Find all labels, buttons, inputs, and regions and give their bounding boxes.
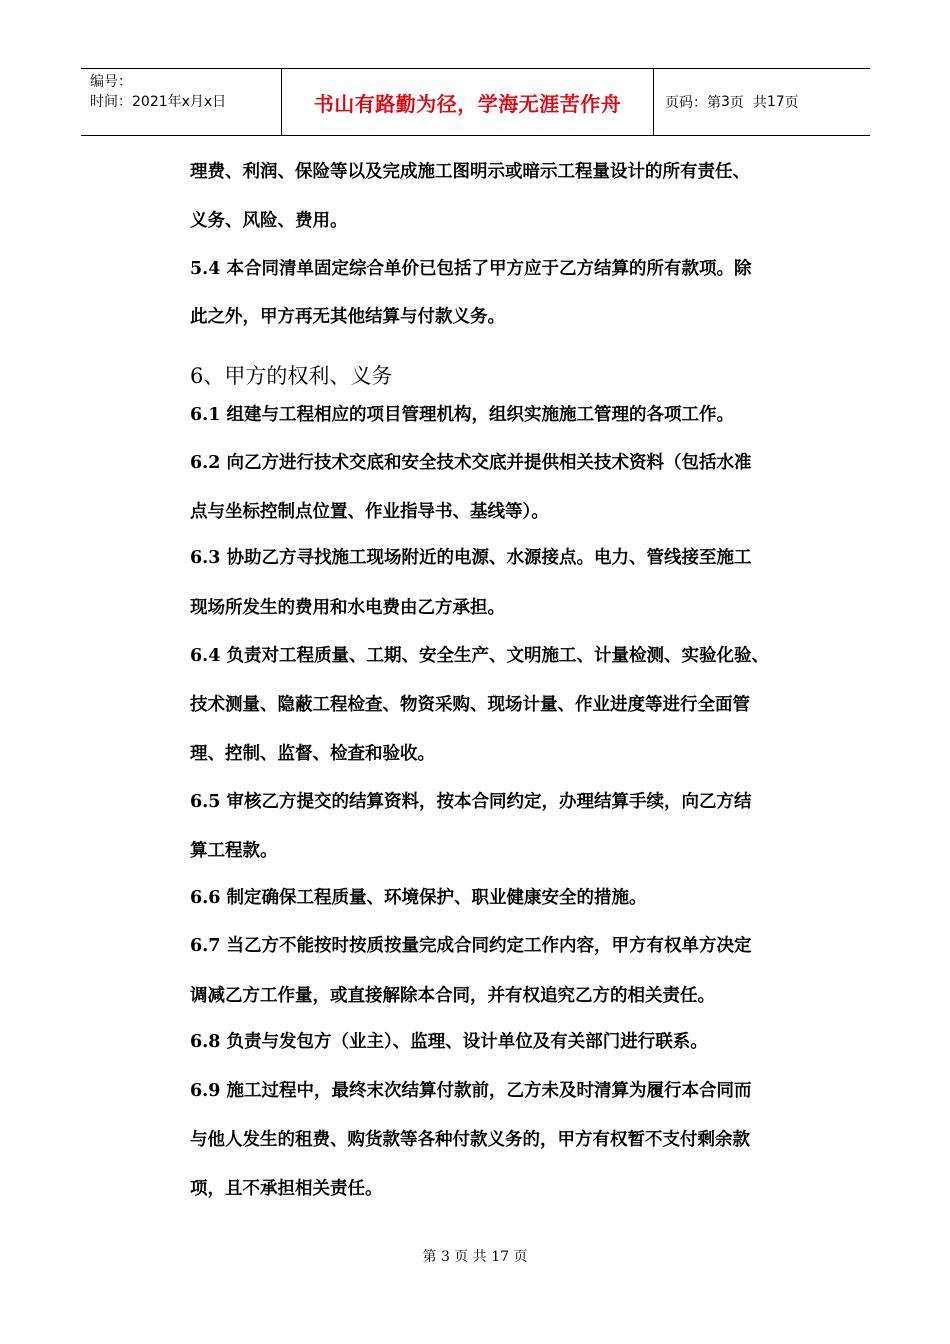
body-line: 项，且不承担相关责任。 <box>190 1179 383 1199</box>
clause-6-5: 6.5 审核乙方提交的结算资料，按本合同约定，办理结算手续，向乙方结 <box>190 792 752 812</box>
body-line: 义务、风险、费用。 <box>190 211 348 231</box>
header-page-info <box>654 69 870 135</box>
body-line: 与他人发生的租费、购货款等各种付款义务的，甲方有权暂不支付剩余款 <box>190 1130 750 1150</box>
header-meta <box>81 69 282 135</box>
body-line: 技术测量、隐蔽工程检查、物资采购、现场计量、作业进度等进行全面管 <box>190 695 750 715</box>
clause-6-3: 6.3 协助乙方寻找施工现场附近的电源、水源接点。电力、管线接至施工 <box>190 548 752 568</box>
page-prefix: 页码：第 <box>665 95 721 111</box>
section-heading-6: 6、甲方的权利、义务 <box>190 364 393 388</box>
body-line: 理费、利润、保险等以及完成施工图明示或暗示工程量设计的所有责任、 <box>190 162 750 182</box>
document-number-label: 编号： <box>90 74 132 90</box>
page-current: 3 <box>721 94 730 110</box>
clause-6-4: 6.4 负责对工程质量、工期、安全生产、文明施工、计量检测、实验化验、 <box>190 646 770 666</box>
page-footer: 第 3 页 共 17 页 <box>422 1249 528 1265</box>
body-line: 算工程款。 <box>190 841 278 861</box>
clause-6-7: 6.7 当乙方不能按时按质按量完成合同约定工作内容，甲方有权单方决定 <box>190 936 752 956</box>
page-mid: 页 共 <box>729 95 767 111</box>
page-total: 17 <box>766 94 785 110</box>
document-time-label: 时间：2021年x月x日 <box>90 94 227 110</box>
clause-6-9: 6.9 施工过程中，最终末次结算付款前，乙方未及时清算为履行本合同而 <box>190 1081 752 1101</box>
body-line: 理、控制、监督、检查和验收。 <box>190 744 435 764</box>
page-header <box>81 68 870 136</box>
header-motto: 书山有路勤为径，学海无涯苦作舟 <box>282 69 654 135</box>
clause-6-8: 6.8 负责与发包方（业主）、监理、设计单位及有关部门进行联系。 <box>190 1032 708 1052</box>
body-line: 点与坐标控制点位置、作业指导书、基线等）。 <box>190 502 549 522</box>
page-suffix: 页 <box>784 95 799 111</box>
clause-6-6: 6.6 制定确保工程质量、环境保护、职业健康安全的措施。 <box>190 888 647 908</box>
body-line: 此之外，甲方再无其他结算与付款义务。 <box>190 307 505 327</box>
body-line: 调减乙方工作量，或直接解除本合同，并有权追究乙方的相关责任。 <box>190 986 715 1006</box>
clause-6-2: 6.2 向乙方进行技术交底和安全技术交底并提供相关技术资料（包括水准 <box>190 453 752 473</box>
body-line: 现场所发生的费用和水电费由乙方承担。 <box>190 598 505 618</box>
clause-6-1: 6.1 组建与工程相应的项目管理机构，组织实施施工管理的各项工作。 <box>190 405 735 425</box>
clause-5-4: 5.4 本合同清单固定综合单价已包括了甲方应于乙方结算的所有款项。除 <box>190 259 752 279</box>
